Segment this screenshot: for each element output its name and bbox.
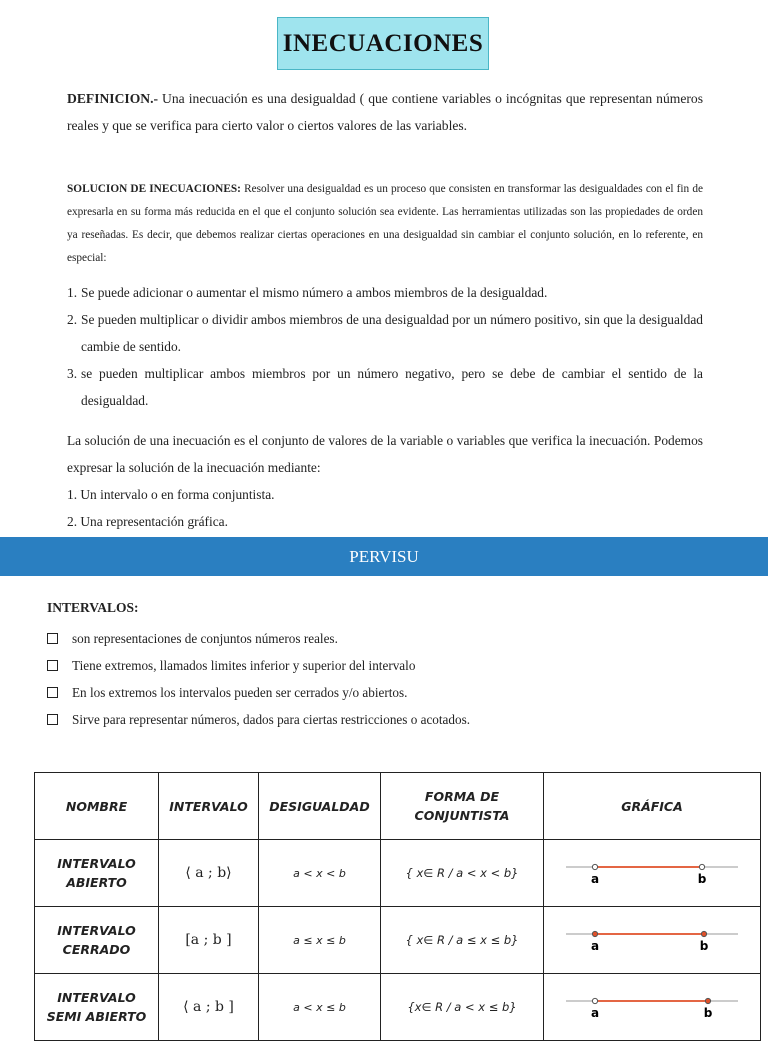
row-intervalo: ⟨ a ; b⟩ [159,840,259,907]
number-line-graphic [562,857,742,889]
row-intervalo: [a ; b ] [159,907,259,974]
header-forma-line1: FORMA DE [424,789,500,804]
checkbox-square-icon [47,687,58,698]
header-nombre: NOMBRE [35,773,159,840]
row-desigualdad: a < x < b [259,840,381,907]
step-number: 1. [67,285,78,300]
list-item [47,625,737,652]
header-intervalo: INTERVALO [159,773,259,840]
title-box [277,17,489,70]
step-text: se pueden multiplicar ambos miembros por un número negativo, pero se debe de cambiar el sentido de la desigualdad. [81,366,703,408]
solucion-text: Resolver una desigualdad es un proceso que consisten en transformar las desigualdades con el fin de expresarla en su forma más reducida en el que el conjunto solución sea evidente. Las herramientas utilizadas son las propiedades de orden ya reseñadas. Es decir, que debemos realizar ciertas operaciones en una desigualdad sin cambiar el conjunto solución, en lo referente, en especial: [67,183,703,264]
page-title: INECUACIONES [282,29,484,57]
list-item [67,279,703,306]
banner-text: PERVISU [349,546,419,566]
row-grafica [544,840,761,907]
step-text: Se puede adicionar o aumentar el mismo número a ambos miembros de la desigualdad. [81,285,548,300]
endpoint-a-marker [592,931,597,936]
header-grafica: GRÁFICA [544,773,761,840]
row-name [35,840,159,907]
bullet-text: Sirve para representar números, dados para ciertas restricciones o acotados. [72,711,471,727]
table-row [35,974,761,1041]
row-conjuntista: {x∈ R / a < x ≤ b} [381,974,544,1041]
row-desigualdad: a < x ≤ b [259,974,381,1041]
row-intervalo: ⟨ a ; b ] [159,974,259,1041]
list-item [47,706,737,733]
endpoint-a-marker [592,864,597,869]
list-item [67,360,703,414]
row-name [35,907,159,974]
steps-list [67,279,703,414]
number-line-graphic [562,991,742,1023]
header-desigualdad: DESIGUALDAD [259,773,381,840]
endpoint-a-marker [592,998,597,1003]
solution-item-2: 2. Una representación gráfica. [67,514,228,529]
endpoint-a-label: a [590,939,600,953]
table-row [35,907,761,974]
bullet-text: En los extremos los intervalos pueden ser cerrados y/o abiertos. [72,684,408,700]
list-item [47,652,737,679]
list-item [67,306,703,360]
row-name-line1: INTERVALO [57,923,136,938]
solucion-label: SOLUCION DE INECUACIONES: [67,183,241,195]
bullet-text: son representaciones de conjuntos números reales. [72,630,338,646]
step-number: 2. [67,312,78,327]
endpoint-a-label: a [590,1006,600,1020]
endpoint-b-label: b [699,939,709,953]
endpoint-b-marker [699,864,704,869]
table-header-row [35,773,761,840]
solution-paragraph [67,427,703,535]
row-desigualdad: a ≤ x ≤ b [259,907,381,974]
bullet-text: Tiene extremos, llamados limites inferior y superior del intervalo [72,657,416,673]
intervals-table [34,772,761,1041]
endpoint-b-marker [701,931,706,936]
intervalos-heading: INTERVALOS: [47,600,139,615]
checkbox-square-icon [47,660,58,671]
step-text: Se pueden multiplicar o dividir ambos miembros de una desigualdad por un número positivo, sin que la desigualdad cambie de sentido. [81,312,703,354]
row-conjuntista: { x∈ R / a < x < b} [381,840,544,907]
endpoint-a-label: a [590,872,600,886]
checkbox-square-icon [47,714,58,725]
row-name-line2: ABIERTO [66,875,127,890]
solution-item-1: 1. Un intervalo o en forma conjuntista. [67,487,275,502]
row-conjuntista: { x∈ R / a ≤ x ≤ b} [381,907,544,974]
endpoint-b-marker [705,998,710,1003]
row-name-line1: INTERVALO [57,990,136,1005]
definicion-paragraph [67,85,703,139]
number-line-graphic [562,924,742,956]
solution-intro: La solución de una inecuación es el conjunto de valores de la variable o variables que verifica la inecuación. Podemos expresar la solución de la inecuación mediante: [67,433,703,475]
header-forma-conjuntista [381,773,544,840]
row-name-line2: SEMI ABIERTO [46,1009,147,1024]
header-forma-line2: CONJUNTISTA [414,808,510,823]
row-grafica [544,974,761,1041]
step-number: 3. [67,366,78,381]
table-row [35,840,761,907]
solucion-paragraph [67,178,703,270]
pervisu-banner [0,537,768,576]
endpoint-b-label: b [703,1006,713,1020]
definicion-text: Una inecuación es una desigualdad ( que contiene variables o incógnitas que representan números reales y que se verifica para cierto valor o ciertos valores de las variables. [67,91,703,133]
row-grafica [544,907,761,974]
list-item [47,679,737,706]
row-name-line1: INTERVALO [57,856,136,871]
definicion-label: DEFINICION.- [67,91,159,106]
row-name-line2: CERRADO [62,942,131,957]
row-name [35,974,159,1041]
intervalos-bullets [47,625,737,733]
checkbox-square-icon [47,633,58,644]
endpoint-b-label: b [697,872,707,886]
